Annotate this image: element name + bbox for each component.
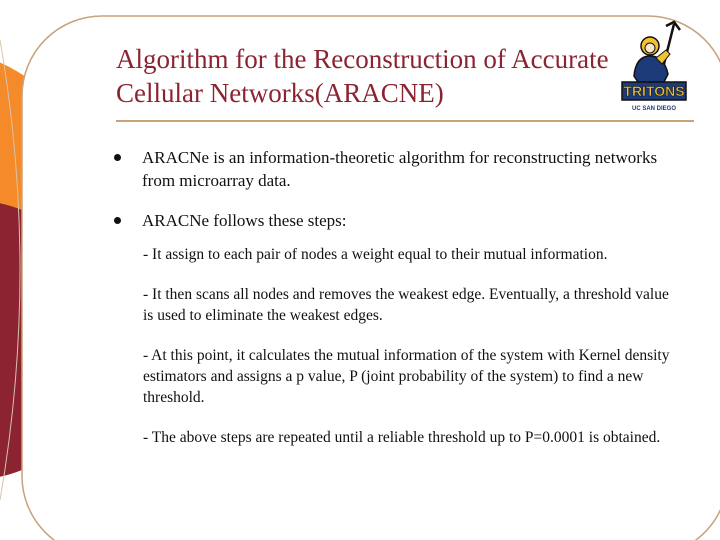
tritons-logo (616, 20, 692, 118)
bullet-dot-icon (114, 154, 121, 161)
logo-text: TRITONS (623, 83, 685, 99)
title-line-2: Cellular Networks(ARACNE) (116, 78, 444, 108)
title-divider (116, 120, 694, 122)
bullet-dot-icon (114, 217, 121, 224)
step-item: - It assign to each pair of nodes a weight equal to their mutual information. (143, 246, 608, 263)
logo-subtext: UC SAN DIEGO (631, 106, 677, 112)
slide-content (112, 146, 682, 448)
bullet-item (112, 146, 682, 192)
slide-title (116, 42, 626, 118)
bullet-item (112, 209, 682, 232)
step-item: - The above steps are repeated until a reliable threshold up to P=0.0001 is obtained. (143, 429, 661, 446)
bullet-text: ARACNe is an information-theoretic algorithm for reconstructing networks from microarray data. (142, 148, 658, 190)
step-item: - At this point, it calculates the mutual information of the system with Kernel density estimators and assigns a p value, P (joint probability of the system) to find a new threshold. (143, 347, 670, 406)
bullet-text: ARACNe follows these steps: (142, 211, 347, 230)
step-item: - It then scans all nodes and removes the weakest edge. Eventually, a threshold value is used to eliminate the weakest edges. (143, 286, 669, 324)
title-line-1: Algorithm for the Reconstruction of Accurate (116, 44, 609, 74)
